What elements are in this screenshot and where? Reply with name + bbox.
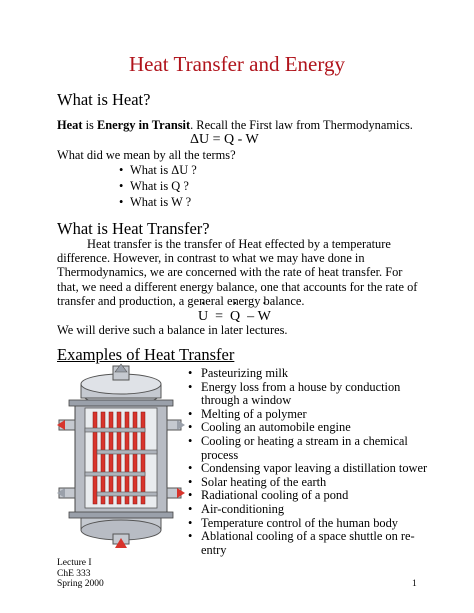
heading-what-is-heat: What is Heat?	[57, 90, 151, 109]
examples-list	[188, 367, 428, 557]
list-item: • What is ΔU ?	[119, 162, 197, 178]
eq-u-dot: U •	[198, 309, 208, 325]
eq-minus: –	[247, 309, 255, 324]
list-item: • Melting of a polymer	[188, 408, 428, 422]
list-item: • Solar heating of the earth	[188, 476, 428, 490]
page-title: Heat Transfer and Energy	[129, 52, 345, 76]
heading-examples: Examples of Heat Transfer	[57, 345, 235, 364]
heat-exchanger-illustration	[57, 362, 185, 550]
list-item: • Pasteurizing milk	[188, 367, 428, 381]
page-number: 1	[412, 579, 417, 589]
text-is: is	[82, 118, 97, 132]
terms-list	[119, 162, 197, 210]
term-energy-in-transit: Energy in Transit	[96, 118, 191, 132]
eq-equals: =	[215, 309, 224, 324]
list-item: • Energy loss from a house by conduction through a window	[188, 381, 428, 408]
eq-q-dot: Q •	[230, 309, 240, 325]
list-item: • Condensing vapor leaving a distillation tower	[188, 462, 428, 476]
terms-question: What did we mean by all the terms?	[57, 148, 236, 162]
list-item: • Cooling an automobile engine	[188, 421, 428, 435]
list-item: • Cooling or heating a stream in a chemical process	[188, 435, 428, 462]
first-law-equation: ΔU = Q - W	[190, 132, 259, 147]
list-item: • Ablational cooling of a space shuttle on re-entry	[188, 530, 428, 557]
paragraph-text: Heat transfer is the transfer of Heat effected by a temperature difference. However, in contrast to what we may have done in Thermodynamics, we are concerned with the rate of heat transfer. For that, we need a different energy balance, one that accounts for the rate of transfer and production, a general energy balance.	[57, 237, 418, 308]
eq-w-dot: W •	[258, 309, 271, 325]
footer-lecture: Lecture I	[57, 558, 92, 568]
heat-transfer-paragraph	[57, 237, 427, 308]
list-item: • What is Q ?	[119, 178, 197, 194]
list-item: • Radiational cooling of a pond	[188, 489, 428, 503]
term-heat: Heat	[57, 118, 83, 132]
footer-info	[57, 558, 104, 590]
list-item: • What is W ?	[119, 194, 197, 210]
heading-what-is-heat-transfer: What is Heat Transfer?	[57, 219, 210, 238]
text-first-law: . Recall the First law from Thermodynamics.	[190, 118, 413, 132]
footer-term: Spring 2000	[57, 579, 104, 589]
list-item: • Air-conditioning	[188, 503, 428, 517]
footer-course: ChE 333	[57, 568, 91, 579]
heat-definition-line	[57, 118, 413, 132]
balance-closing: We will derive such a balance in later lectures.	[57, 323, 288, 337]
list-item: • Temperature control of the human body	[188, 517, 428, 531]
